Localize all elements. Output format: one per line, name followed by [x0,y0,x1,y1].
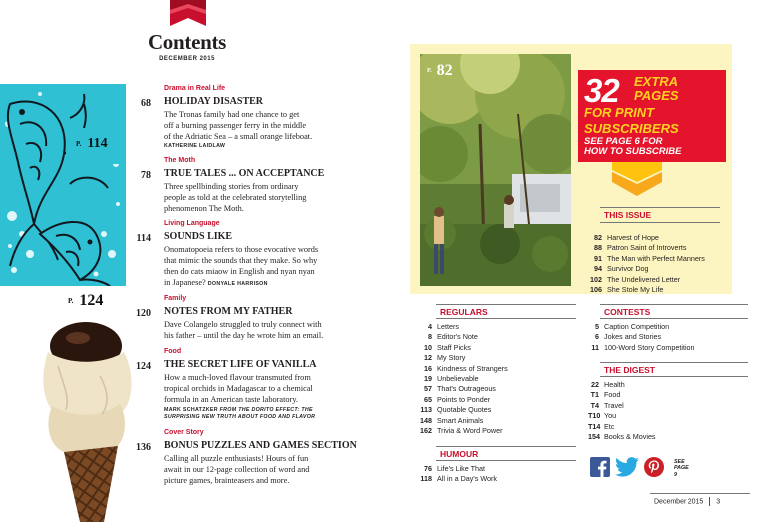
story-category: Drama in Real Life [164,85,226,92]
list-item[interactable]: 106 She Stole My Life [590,285,664,295]
list-item[interactable]: 102 The Undelivered Letter [590,274,681,284]
section-heading-regulars: REGULARS [440,307,488,317]
divider [600,222,720,223]
story-title[interactable]: TRUE TALES ... ON ACCEPTANCE [164,168,325,179]
story-title[interactable]: HOLIDAY DISASTER [164,96,264,107]
divider [600,376,748,377]
list-item[interactable]: 19 Unbelievable [424,374,479,384]
story-page-number: 136 [136,442,151,453]
list-item[interactable]: 16 Kindness of Strangers [424,363,508,373]
list-item[interactable]: 10 Staff Picks [424,342,471,352]
story-page-number: 114 [136,233,151,244]
promo-line: SUBSCRIBERS [584,121,679,136]
story-description: Three spellbinding stories from ordinary people as told at the celebrated storytelling phenomenon The Moth. [164,182,307,213]
list-item[interactable]: 5 Caption Competition [595,322,670,331]
story-title[interactable]: THE SECRET LIFE OF VANILLA [164,359,317,370]
list-item[interactable]: T10 You [588,411,617,421]
see-page-note: SEE PAGE 9 [674,459,689,478]
humour-list [415,464,497,485]
promo-line: EXTRA [634,74,679,89]
story-description: Dave Colangelo struggled to truly connect with his father – until the day he wrote him an email. [164,320,324,340]
list-item[interactable]: 154 Books & Movies [588,432,656,442]
list-item[interactable]: 118 All in a Day's Work [420,474,497,484]
list-item[interactable]: 6 Jokes and Stories [595,332,662,342]
regulars-list [415,322,508,436]
ribbon-bookmark-icon [170,0,206,30]
story-category: Living Language [164,220,220,227]
pinterest-icon[interactable] [644,457,664,477]
story-credit: KATHERINE LAIDLAW [164,143,226,149]
story-description: The Tronas family had one chance to get off a burning passenger ferry in the middle of the Adriatic Sea – a small orange lifeboat. [164,110,313,141]
section-heading-digest: THE DIGEST [604,365,656,375]
this-issue-list [588,233,705,295]
social-icons [590,457,664,477]
story-page-number: 120 [136,308,151,319]
story-page-number: 124 [136,361,151,372]
list-item[interactable]: 57 That's Outrageous [424,384,496,394]
list-item[interactable]: 162 Trivia & Word Power [420,426,503,436]
story-credit: MARK SCHATZKER FROM THE DORITO EFFECT: THE [164,407,313,413]
promo-cta: HOW TO SUBSCRIBE [584,146,682,157]
photo-page-number: P. 82 [427,62,453,79]
divider [650,493,750,494]
list-item[interactable]: T1 Food [590,390,621,400]
divider [600,304,748,305]
divider [436,318,576,319]
ice-cream-cone-image [30,306,140,522]
list-item[interactable]: 12 My Story [424,353,466,363]
list-item[interactable]: T4 Travel [590,400,624,410]
story-description: Onomatopoeia refers to those evocative words that mimic the sounds that they make. So why then do cats miaow in English and nyan nyan in Japanese? DONYALE HARRISON [164,245,319,287]
divider [600,362,748,363]
story-category: Family [164,295,187,302]
page-title: Contents [147,30,227,54]
section-heading-humour: HUMOUR [440,449,479,459]
contests-list [588,322,695,353]
list-item[interactable]: 22 Health [591,380,625,389]
list-item[interactable]: 94 Survivor Dog [594,264,649,274]
list-item[interactable]: 11 100-Word Story Competition [591,342,695,352]
twitter-icon[interactable] [615,457,639,477]
story-title[interactable]: BONUS PUZZLES AND GAMES SECTION [164,440,357,451]
section-heading-this-issue: THIS ISSUE [604,210,652,220]
promo-line: PAGES [634,88,679,103]
promo-line: FOR PRINT [584,105,655,120]
story-category: Food [164,348,182,355]
page-footer [654,497,720,506]
story-description: Calling all puzzle enthusiasts! Hours of fun await in our 12-page collection of word and picture games, brainteasers and more. [164,454,310,485]
divider [600,318,748,319]
list-item[interactable]: 148 Smart Animals [420,415,484,425]
story-category: Cover Story [164,429,204,436]
issue-date: DECEMBER 2015 [159,56,215,62]
list-item[interactable]: 4 Letters [428,322,459,331]
list-item[interactable]: 76 Life's Like That [424,464,485,473]
list-item[interactable]: 8 Editor's Note [428,332,478,342]
story-page-number: 78 [141,170,151,181]
divider [600,207,720,208]
story-description: How a much-loved flavour transmuted from tropical orchids in Madagascar to a chemical formula in an American taste laboratory. [164,373,313,404]
section-heading-contests: CONTESTS [604,307,651,317]
story-credit: DONYALE HARRISON [207,281,268,287]
divider [436,460,576,461]
divider [436,446,576,447]
subscriber-promo-box[interactable] [578,70,726,162]
facebook-icon[interactable] [590,457,610,477]
list-item[interactable]: 65 Points to Ponder [424,394,491,404]
divider [436,304,576,305]
digest-list [588,380,656,442]
story-title[interactable]: NOTES FROM MY FATHER [164,306,293,317]
icecream-page-number: P. 124 [68,292,104,309]
fish-page-number: P. 114 [76,136,108,151]
story-category: The Moth [164,157,196,164]
story-page-number: 68 [141,98,151,109]
footer-page-number: 3 [716,498,721,506]
list-item[interactable]: 113 Quotable Quotes [420,405,492,415]
garden-photo [420,54,571,286]
footer-date: December 2015 [654,498,704,506]
list-item[interactable]: T14 Etc [588,421,615,431]
list-item[interactable]: 88 Patron Saint of Introverts [594,243,687,253]
story-credit-continued: SURPRISING NEW TRUTH ABOUT FOOD AND FLAVOR [164,414,316,420]
koi-fish-illustration [0,84,126,286]
promo-cta: SEE PAGE 6 FOR [584,136,663,147]
promo-number: 32 [584,72,619,109]
story-title[interactable]: SOUNDS LIKE [164,231,233,242]
list-item[interactable]: 82 Harvest of Hope [594,233,659,242]
list-item[interactable]: 91 The Man with Perfect Manners [594,253,705,263]
